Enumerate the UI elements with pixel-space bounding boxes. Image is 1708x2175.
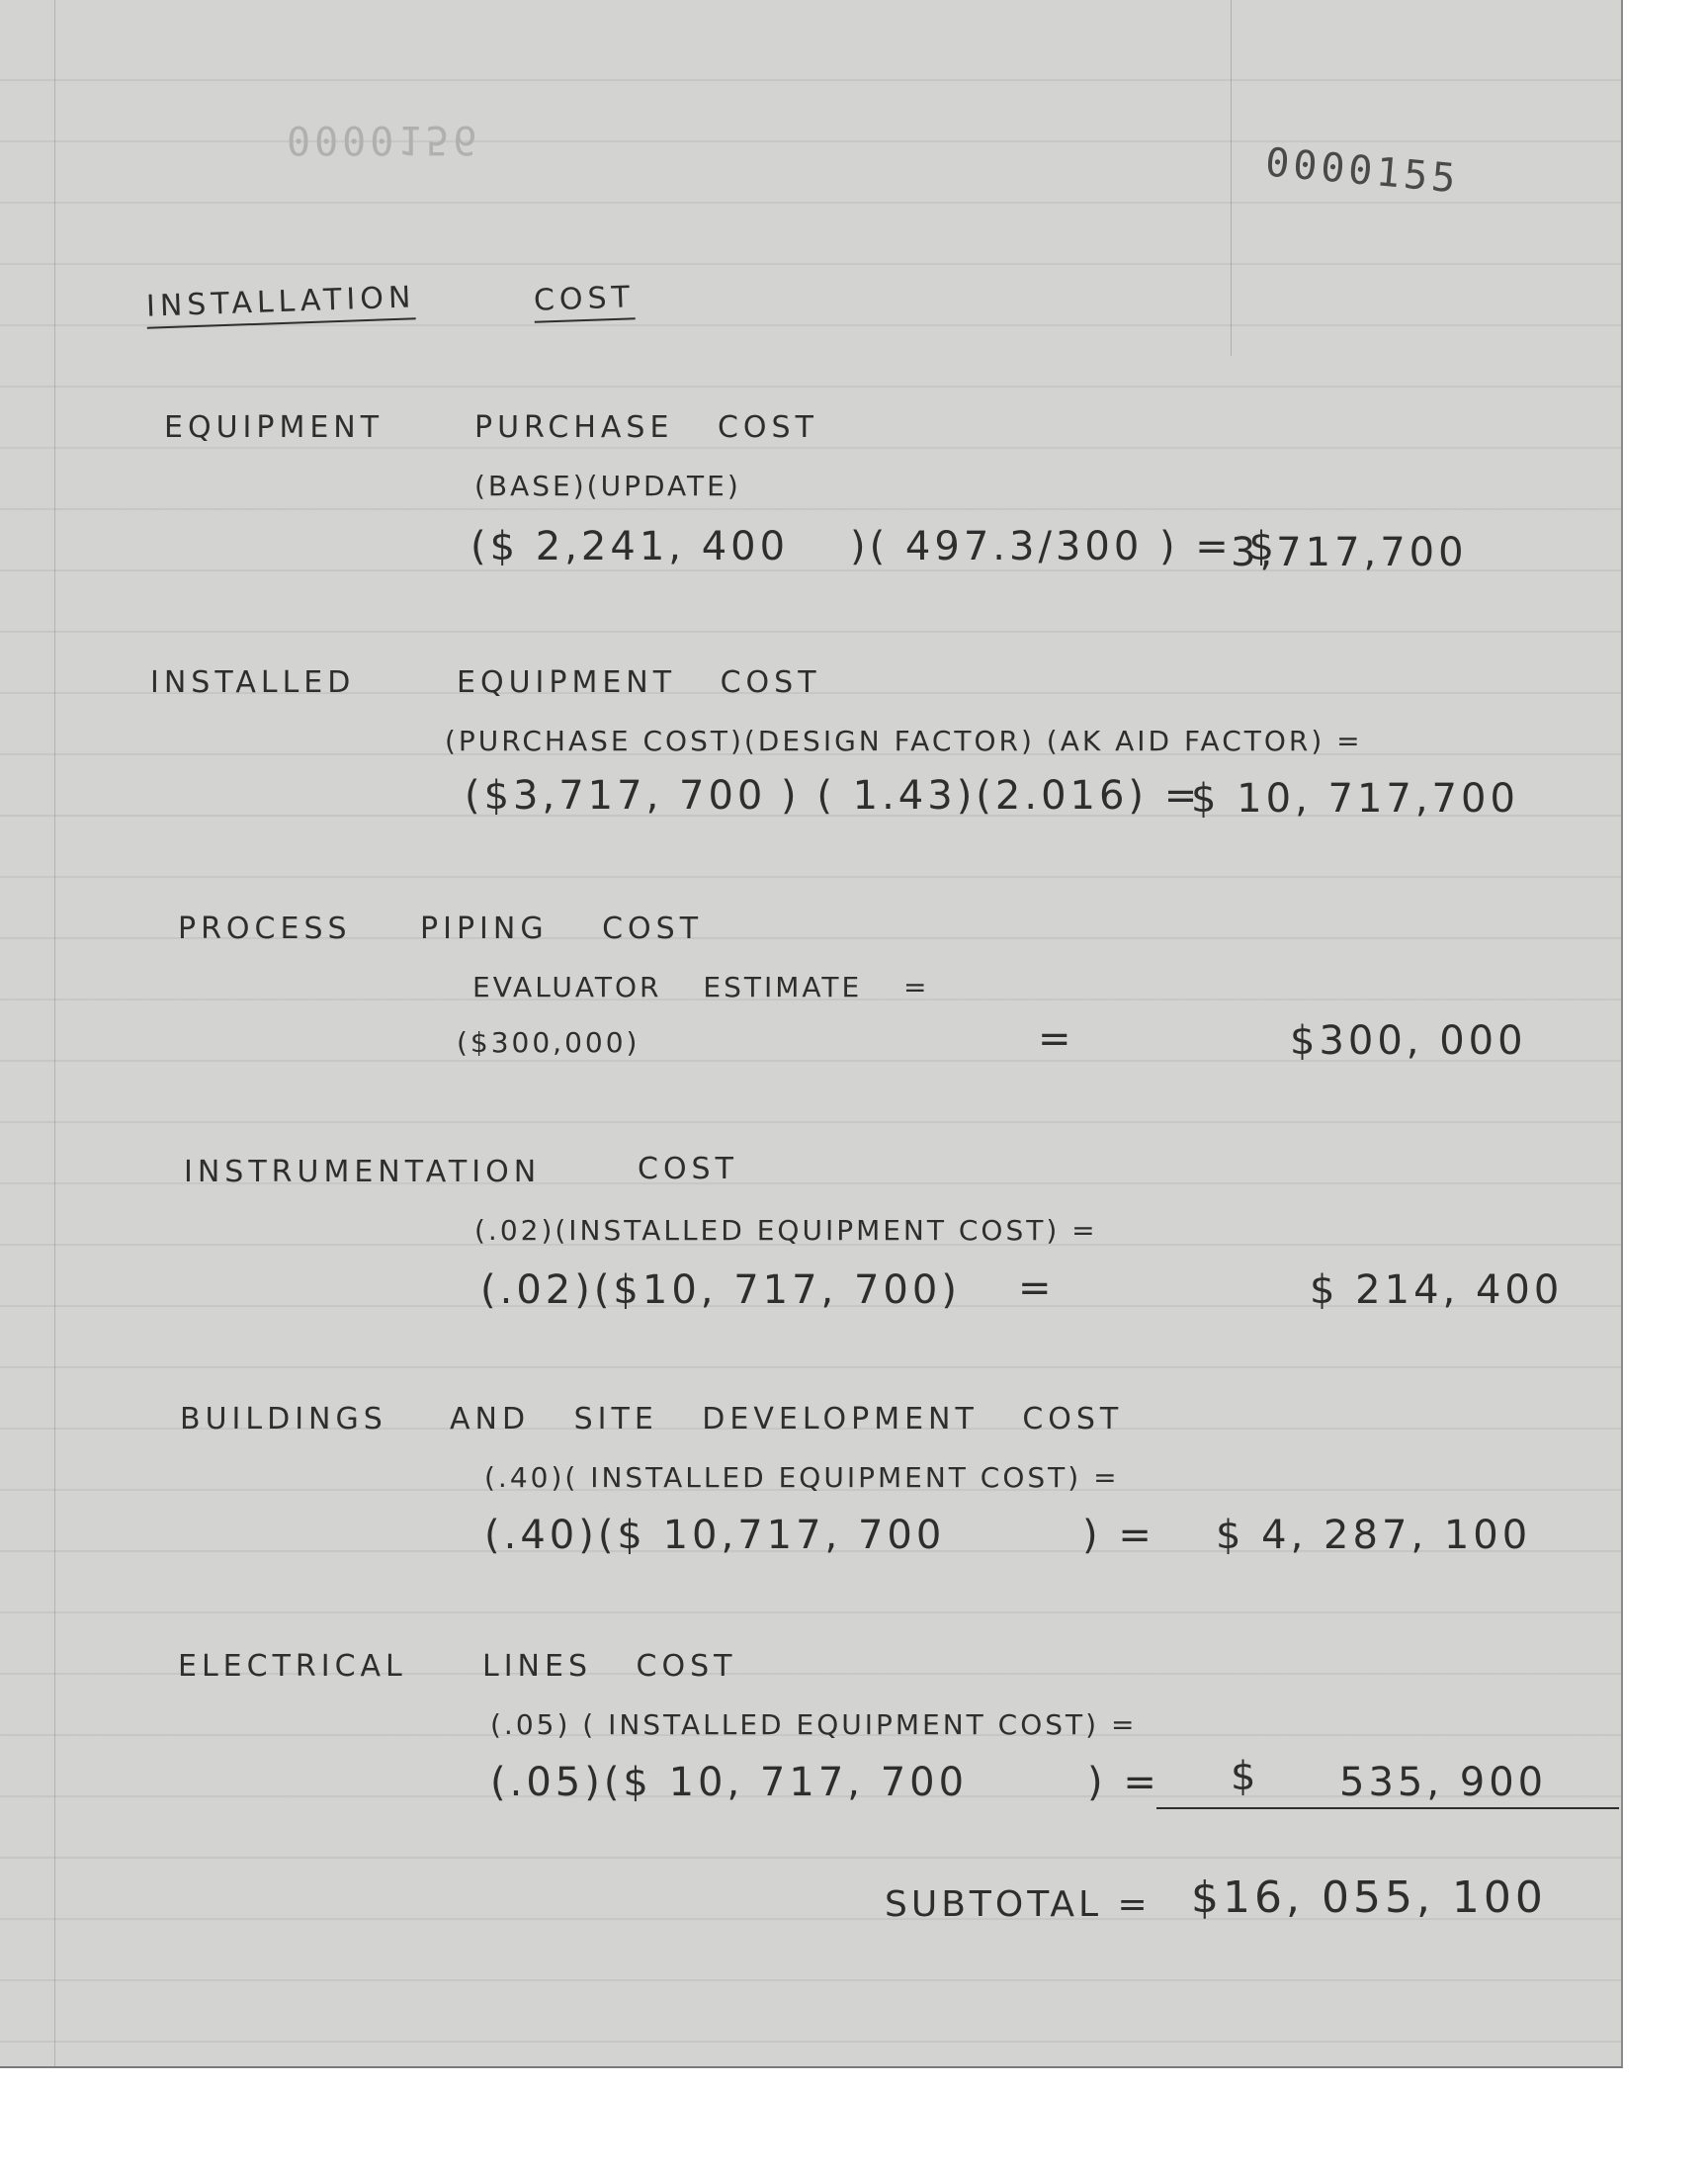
buildings-sub: (.40)( INSTALLED EQUIPMENT COST) = — [484, 1461, 1120, 1494]
installed-sub: (PURCHASE COST)(DESIGN FACTOR) (AK AID FACTOR) = — [445, 725, 1363, 757]
electrical-heading: ELECTRICAL — [178, 1649, 407, 1684]
piping-formula-left: ($300,000) — [457, 1026, 640, 1059]
electrical-result: 535, 900 — [1339, 1760, 1548, 1805]
installed-formula-left: ($3,717, 700 — [465, 773, 767, 819]
equipment-formula-mid: )( 497.3/300 ) = $ — [850, 524, 1278, 569]
piping-heading: PROCESS — [178, 912, 352, 946]
electrical-sub: (.05) ( INSTALLED EQUIPMENT COST) = — [490, 1708, 1138, 1741]
buildings-result: $ 4, 287, 100 — [1216, 1513, 1532, 1558]
buildings-heading: BUILDINGS — [180, 1402, 387, 1436]
instrumentation-result: $ 214, 400 — [1310, 1267, 1564, 1313]
page-number-stamp: 0000155 — [1263, 139, 1462, 203]
page-title: INSTALLATION — [145, 280, 416, 328]
installed-heading-2: EQUIPMENT COST — [457, 665, 821, 700]
equipment-sub: (BASE)(UPDATE) — [474, 470, 741, 502]
piping-heading-2: PIPING COST — [420, 912, 704, 946]
installed-formula-mid: ) ( 1.43)(2.016) = — [781, 773, 1202, 819]
subtotal-label: SUBTOTAL = — [885, 1884, 1152, 1925]
installed-heading: INSTALLED — [150, 665, 356, 700]
buildings-formula-left: (.40)($ 10,717, 700 — [484, 1513, 946, 1558]
buildings-formula-mid: ) = — [1082, 1513, 1155, 1558]
electrical-heading-2: LINES COST — [482, 1649, 737, 1684]
piping-sub: EVALUATOR ESTIMATE = — [472, 971, 930, 1003]
sum-rule — [1156, 1807, 1619, 1809]
equipment-heading-2: PURCHASE COST — [474, 410, 818, 445]
instrumentation-heading-2: COST — [638, 1152, 738, 1186]
subtotal-value: $16, 055, 100 — [1191, 1872, 1547, 1923]
equipment-formula-left: ($ 2,241, 400 — [470, 524, 790, 569]
ghost-page-number: 0000156 — [287, 117, 481, 162]
electrical-formula-mid: ) = — [1087, 1760, 1160, 1805]
margin-line — [54, 0, 55, 2066]
instrumentation-heading: INSTRUMENTATION — [184, 1155, 542, 1189]
fold-line — [1231, 0, 1232, 356]
equipment-result: 3,717,700 — [1231, 530, 1468, 575]
page-title-cost: COST — [533, 280, 635, 323]
piping-result: $300, 000 — [1290, 1018, 1527, 1064]
electrical-result-symbol: $ — [1231, 1754, 1260, 1799]
instrumentation-sub: (.02)(INSTALLED EQUIPMENT COST) = — [474, 1214, 1098, 1247]
electrical-formula-left: (.05)($ 10, 717, 700 — [490, 1760, 969, 1805]
piping-formula-mid: = — [1038, 1016, 1075, 1062]
installed-result: $ 10, 717,700 — [1191, 776, 1519, 822]
equipment-heading: EQUIPMENT — [164, 410, 384, 445]
instrumentation-formula-mid: = — [1018, 1265, 1056, 1311]
buildings-heading-2: AND SITE DEVELOPMENT COST — [450, 1402, 1124, 1436]
instrumentation-formula-left: (.02)($10, 717, 700) — [480, 1267, 961, 1313]
